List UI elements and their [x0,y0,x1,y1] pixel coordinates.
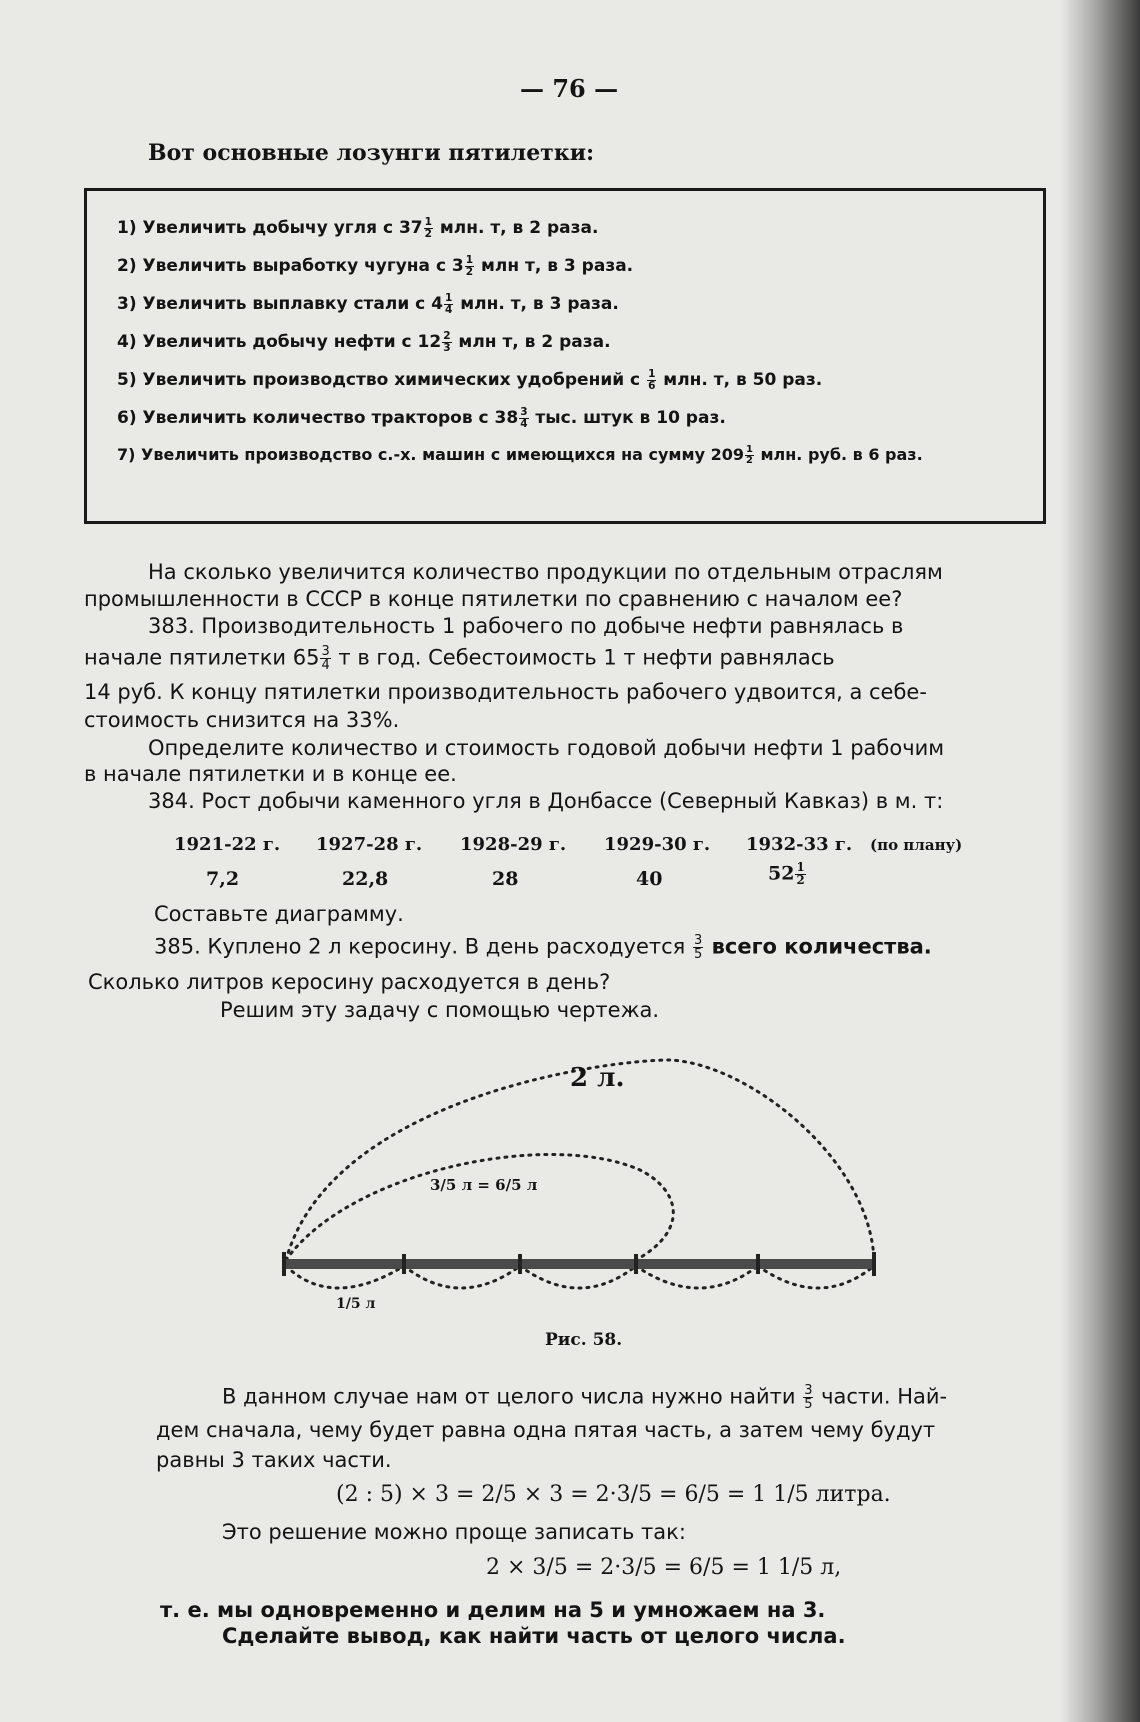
formula-2: 2 × 3/5 = 2·3/5 = 6/5 = 1 1/5 л, [486,1555,842,1580]
slogans-intro: Вот основные лозунги пятилетки: [148,140,595,166]
formula-1: (2 : 5) × 3 = 2/5 × 3 = 2·3/5 = 6/5 = 1 1/5 литра. [336,1482,891,1507]
label-total: 2 л. [570,1063,625,1093]
arc-fifth-2 [404,1266,520,1288]
slogan-6: 6) Увеличить количество тракторов с 38 $\frac{3}{4}$ тыс. штук в 10 раз. [117,406,726,430]
solution-line-2: дем сначала, чему будет равна одна пятая часть, а затем чему будут [156,1418,936,1442]
value-1928: 28 [492,868,519,890]
slogan-5: 5) Увеличить производство химических удобрений с $\frac{1}{6}$ млн. т, в 50 раз. [117,368,823,392]
segment-bar [284,1259,876,1269]
slogan-1: 1) Увеличить добычу угля с 37 $\frac{1}{2}$ млн. т, в 2 раза. [117,216,599,240]
problem-384-line-1: 384. Рост добычи каменного угля в Донбассе (Северный Кавказ) в м. т: [148,789,944,813]
arc-fifth-3 [520,1266,636,1288]
year-1932: 1932-33 г. [746,834,853,855]
problem-383-line-3: 14 руб. К концу пятилетки производительность рабочего удвоится, а себе- [84,680,927,704]
slogan-2: 2) Увеличить выработку чугуна с 3 $\frac{1}{2}$ млн т, в 3 раза. [117,254,634,278]
value-1929: 40 [636,868,663,890]
problem-384-task: Составьте диаграмму. [154,902,404,926]
plan-note: (по плану) [870,836,963,854]
slogan-7: 7) Увеличить производство с.-х. машин с имеющихся на сумму 209 $\frac{1}{2}$ млн. руб. в 6 раз. [117,444,923,466]
figure-58-diagram [270,1040,890,1320]
arc-fifth-1 [286,1266,404,1288]
arc-fifth-4 [636,1266,758,1288]
problem-383-line-1: 383. Производительность 1 рабочего по добыче нефти равнялась в [148,614,904,638]
problem-383-line-2: начале пятилетки 65 $\frac{3}{4}$ т в год. Себестоимость 1 т нефти равнялась [84,644,835,674]
value-1921: 7,2 [206,868,240,890]
problem-385-line-3: Решим эту задачу с помощью чертежа. [220,998,660,1022]
problem-383-line-5: Определите количество и стоимость годовой добычи нефти 1 рабочим [148,736,945,760]
year-1921: 1921-22 г. [174,834,281,855]
solution-line-3: равны 3 таких части. [156,1448,392,1472]
problem-383-line-6: в начале пятилетки и в конце ее. [84,762,457,786]
label-unit: 1/5 л [336,1296,376,1312]
year-1928: 1928-29 г. [460,834,567,855]
arc-three-fifths [286,1154,673,1260]
question-line-1: На сколько увеличится количество продукции по отдельным отраслям [148,560,943,584]
question-line-2: промышленности в СССР в конце пятилетки по сравнению с началом ее? [84,587,903,611]
page-edge-shadow [1060,0,1140,1722]
slogans-box [84,188,1046,524]
year-1929: 1929-30 г. [604,834,711,855]
solution-line-6: Сделайте вывод, как найти часть от целого числа. [222,1624,846,1648]
figure-caption: Рис. 58. [545,1330,623,1350]
problem-385-line-2: Сколько литров керосину расходуется в день? [88,970,611,994]
problem-383-line-4: стоимость снизится на 33%. [84,708,400,732]
solution-line-1: В данном случае нам от целого числа нужно найти $\frac{3}{5}$ части. Най- [222,1383,948,1413]
value-1927: 22,8 [342,868,389,890]
slogan-3: 3) Увеличить выплавку стали с 4 $\frac{1}{4}$ млн. т, в 3 раза. [117,292,619,316]
problem-385-line-1: 385. Куплено 2 л керосину. В день расходуется $\frac{3}{5}$ всего количества. [154,933,932,963]
page-number: — 76 — [520,74,619,103]
label-part: 3/5 л = 6/5 л [430,1176,538,1194]
year-1927: 1927-28 г. [316,834,423,855]
arc-fifth-5 [758,1266,874,1288]
slogan-4: 4) Увеличить добычу нефти с 12 $\frac{2}{3}$ млн т, в 2 раза. [117,330,611,354]
value-1932: 52 $\frac{1}{2}$ [768,860,805,887]
solution-line-5: т. е. мы одновременно и делим на 5 и умножаем на 3. [160,1598,826,1622]
solution-line-4: Это решение можно проще записать так: [222,1520,686,1544]
